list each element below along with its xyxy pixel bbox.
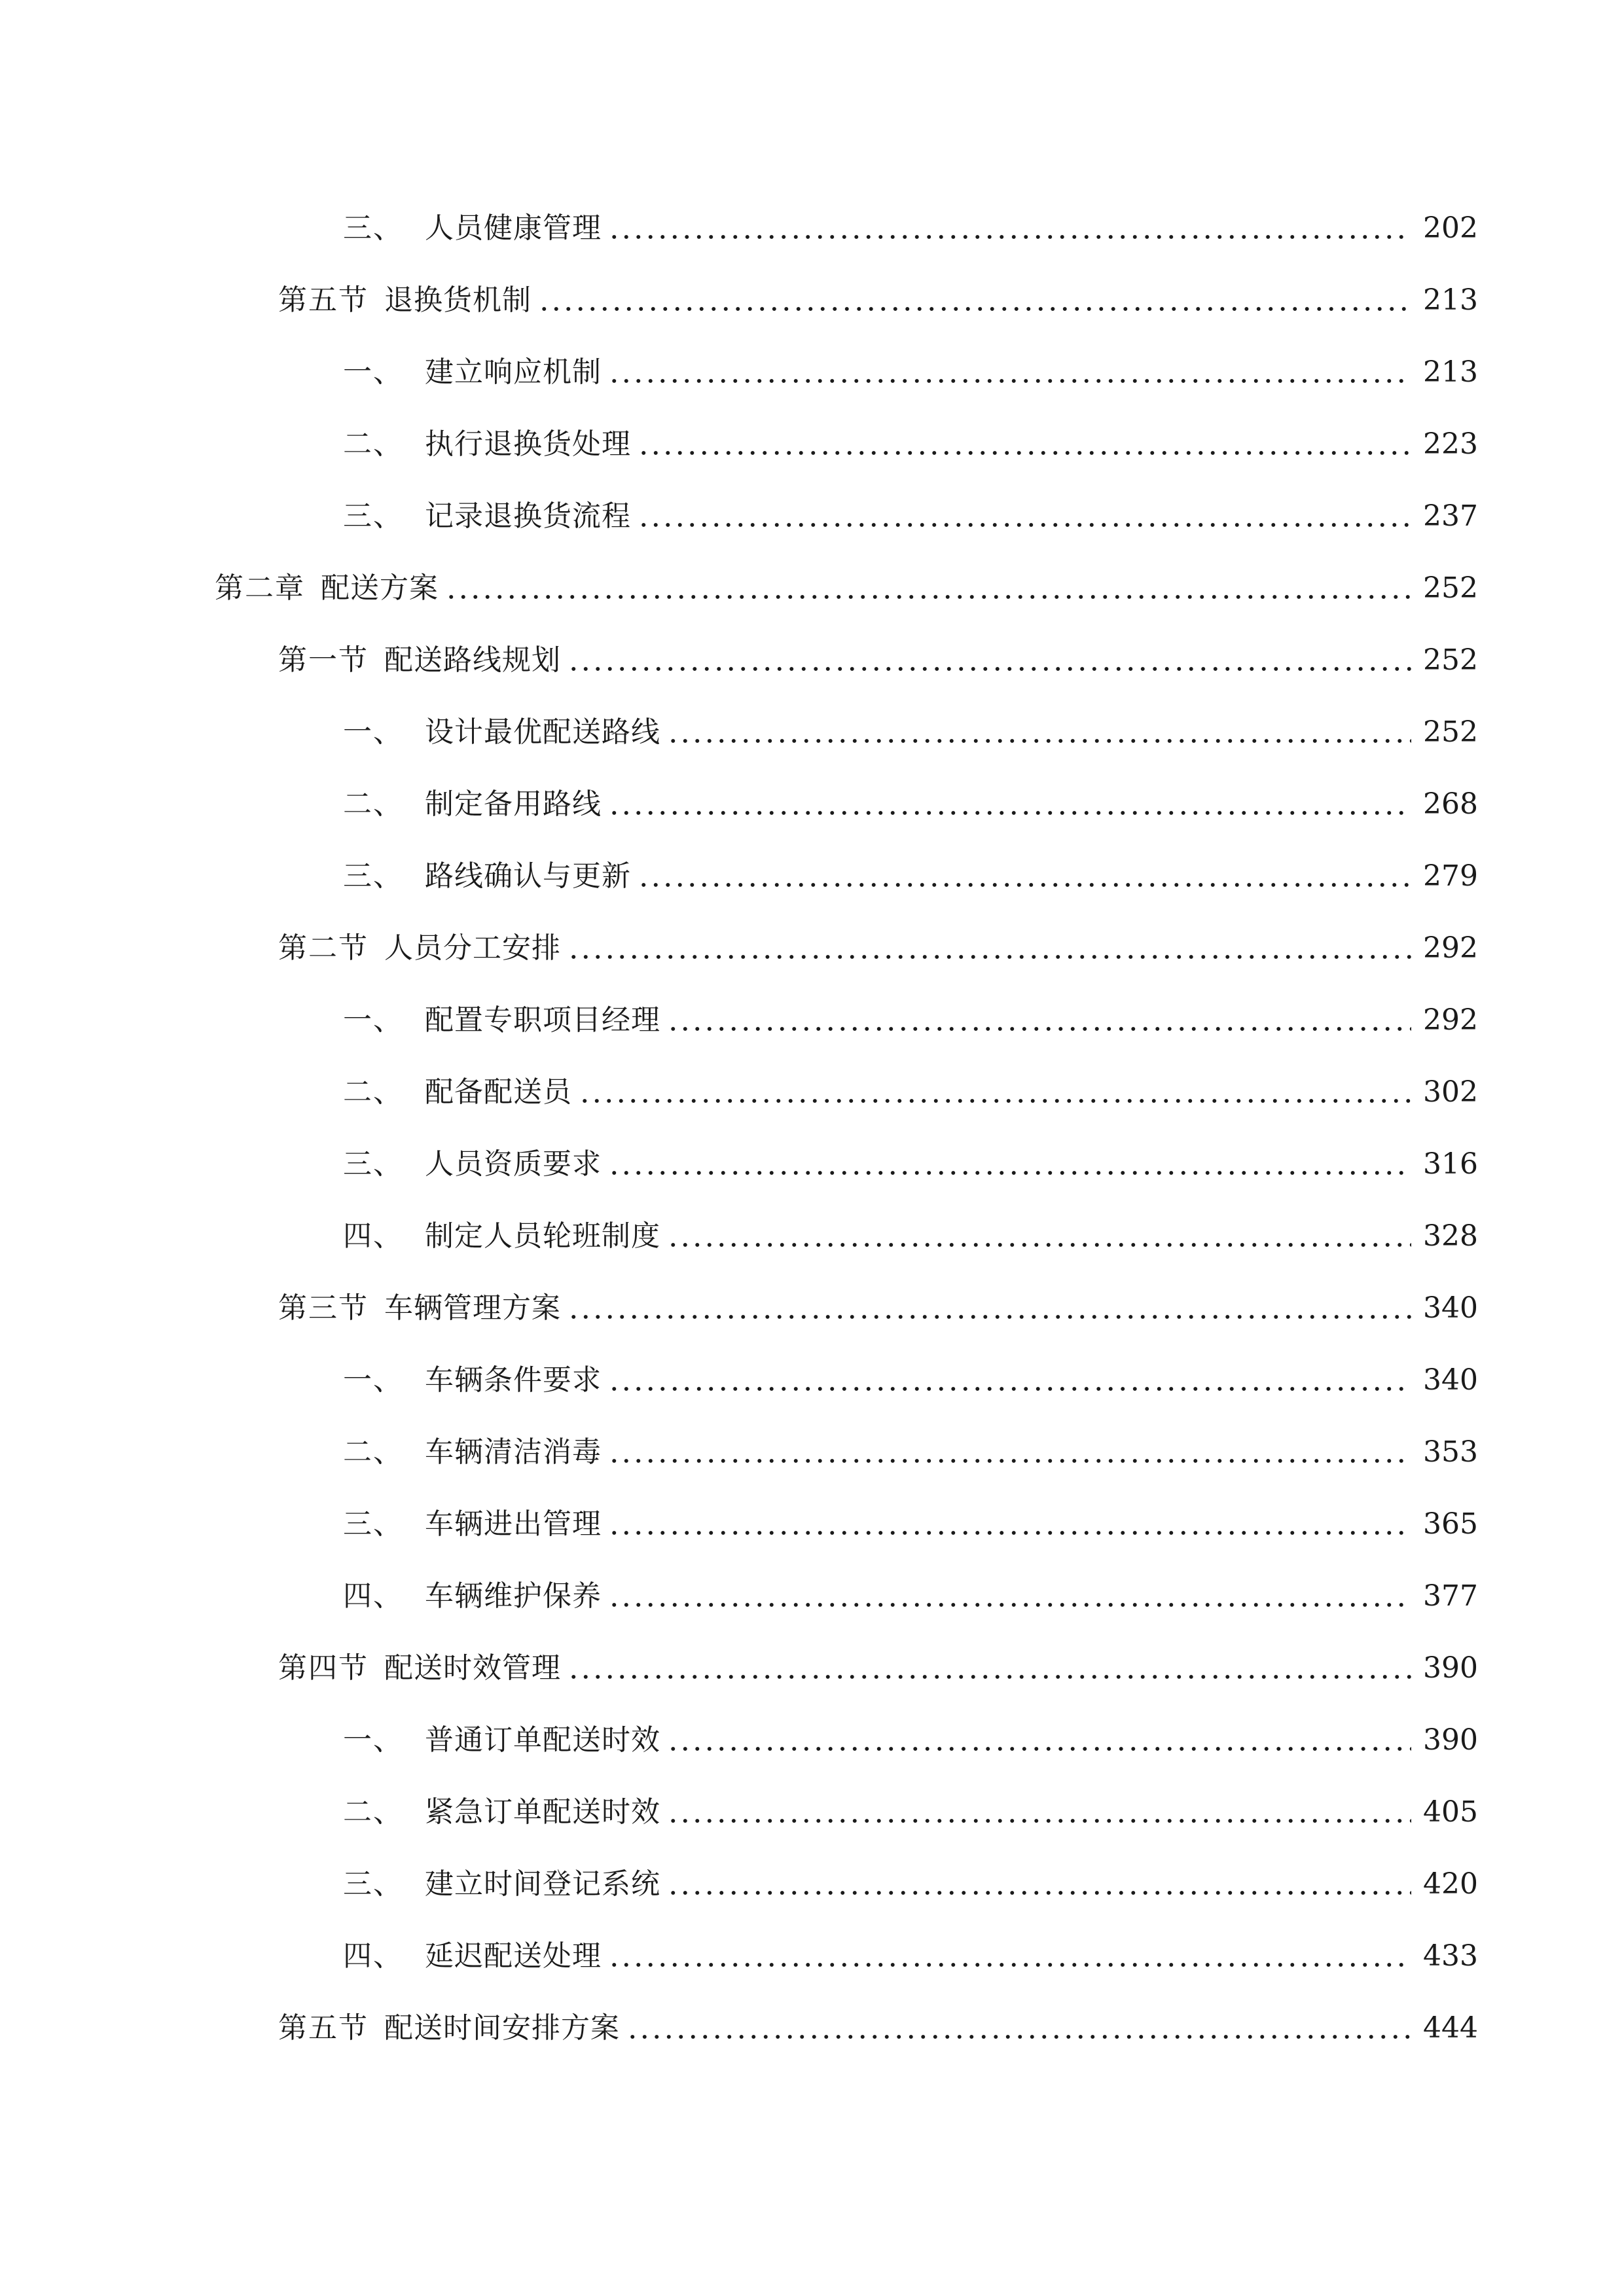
- toc-entry-number: 二、: [343, 1075, 403, 1109]
- toc-page-number: 252: [1423, 571, 1478, 605]
- toc-entry-label: 退换货机制: [384, 283, 532, 317]
- toc-entry-number: 第一节: [278, 643, 369, 677]
- toc-page-number: 292: [1423, 1003, 1478, 1037]
- toc-entry-number: 第五节: [278, 283, 369, 317]
- toc-page-number: 444: [1423, 2011, 1478, 2045]
- toc-entry-label: 配送时效管理: [384, 1651, 561, 1685]
- toc-entry-number: 二、: [343, 787, 403, 821]
- toc-entry-title: [343, 211, 602, 245]
- toc-entry-title: [343, 1507, 602, 1541]
- toc-page-number: 340: [1423, 1363, 1478, 1397]
- toc-subsection-entry[interactable]: [0, 1344, 1624, 1416]
- toc-section-entry[interactable]: [0, 624, 1624, 696]
- dot-leader: [608, 358, 1411, 387]
- toc-entry-label: 配备配送员: [425, 1075, 572, 1109]
- dot-leader: [568, 934, 1411, 963]
- toc-entry-number: 四、: [343, 1579, 403, 1613]
- toc-entry-label: 制定人员轮班制度: [425, 1219, 660, 1253]
- toc-entry-label: 建立响应机制: [425, 355, 602, 389]
- toc-entry-title: [343, 1363, 602, 1397]
- toc-page-number: 328: [1423, 1219, 1478, 1253]
- toc-subsection-entry[interactable]: [0, 1056, 1624, 1128]
- toc-entry-title: [343, 1003, 660, 1037]
- toc-entry-label: 延迟配送处理: [425, 1939, 602, 1973]
- dot-leader: [608, 1942, 1411, 1971]
- toc-entry-label: 车辆进出管理: [425, 1507, 602, 1541]
- toc-entry-number: 四、: [343, 1939, 403, 1973]
- toc-entry-label: 紧急订单配送时效: [425, 1795, 660, 1829]
- toc-page-number: 302: [1423, 1075, 1478, 1109]
- toc-page-number: 268: [1423, 787, 1478, 821]
- toc-entry-title: [343, 1939, 602, 1973]
- toc-entry-label: 车辆条件要求: [425, 1363, 602, 1397]
- toc-entry-title: [343, 1579, 602, 1613]
- toc-entry-title: [343, 715, 660, 749]
- toc-section-entry[interactable]: [0, 1272, 1624, 1344]
- toc-entry-number: 三、: [343, 1867, 403, 1901]
- toc-entry-number: 第四节: [278, 1651, 369, 1685]
- toc-entry-title: [215, 571, 439, 605]
- toc-entry-label: 路线确认与更新: [425, 859, 631, 893]
- toc-subsection-entry[interactable]: [0, 408, 1624, 480]
- toc-chapter-entry[interactable]: [0, 552, 1624, 624]
- toc-page-number: 213: [1423, 355, 1478, 389]
- toc-entry-number: 三、: [343, 211, 403, 245]
- toc-entry-title: [343, 1219, 660, 1253]
- toc-subsection-entry[interactable]: [0, 480, 1624, 552]
- toc-entry-title: [343, 1867, 660, 1901]
- dot-leader: [568, 1294, 1411, 1323]
- toc-page-number: 292: [1423, 931, 1478, 965]
- toc-page-number: 237: [1423, 499, 1478, 533]
- toc-page-number: 223: [1423, 427, 1478, 461]
- toc-entry-title: [278, 1651, 561, 1685]
- toc-entry-label: 设计最优配送路线: [425, 715, 660, 749]
- toc-page-number: 365: [1423, 1507, 1478, 1541]
- dot-leader: [445, 574, 1411, 603]
- toc-page-number: 353: [1423, 1435, 1478, 1469]
- dot-leader: [608, 214, 1411, 243]
- toc-entry-title: [343, 859, 631, 893]
- toc-entry-title: [343, 1723, 660, 1757]
- toc-entry-number: 第三节: [278, 1291, 369, 1325]
- toc-subsection-entry[interactable]: [0, 1416, 1624, 1488]
- toc-entry-number: 三、: [343, 1147, 403, 1181]
- dot-leader: [608, 1366, 1411, 1395]
- dot-leader: [579, 1078, 1411, 1107]
- toc-section-entry[interactable]: [0, 1992, 1624, 2064]
- toc-page-number: 279: [1423, 859, 1478, 893]
- toc-subsection-entry[interactable]: [0, 1488, 1624, 1560]
- toc-entry-title: [278, 1291, 561, 1325]
- dot-leader: [608, 1438, 1411, 1467]
- toc-entry-number: 四、: [343, 1219, 403, 1253]
- toc-subsection-entry[interactable]: [0, 696, 1624, 768]
- dot-leader: [667, 1006, 1411, 1035]
- toc-subsection-entry[interactable]: [0, 1128, 1624, 1200]
- toc-page-number: 202: [1423, 211, 1478, 245]
- toc-entry-label: 人员分工安排: [384, 931, 561, 965]
- toc-entry-number: 一、: [343, 355, 403, 389]
- toc-entry-label: 车辆清洁消毒: [425, 1435, 602, 1469]
- toc-page-number: 405: [1423, 1795, 1478, 1829]
- toc-section-entry[interactable]: [0, 912, 1624, 984]
- dot-leader: [568, 1654, 1411, 1683]
- table-of-contents: [0, 192, 1624, 2064]
- toc-page-number: 340: [1423, 1291, 1478, 1325]
- toc-entry-title: [343, 427, 631, 461]
- toc-entry-number: 二、: [343, 1795, 403, 1829]
- toc-subsection-entry[interactable]: [0, 840, 1624, 912]
- toc-entry-number: 三、: [343, 859, 403, 893]
- toc-entry-title: [343, 1147, 602, 1181]
- dot-leader: [608, 1582, 1411, 1611]
- toc-page-number: 252: [1423, 715, 1478, 749]
- toc-entry-label: 车辆维护保养: [425, 1579, 602, 1613]
- toc-entry-title: [278, 2011, 620, 2045]
- dot-leader: [667, 1222, 1411, 1251]
- toc-subsection-entry[interactable]: [0, 336, 1624, 408]
- toc-subsection-entry[interactable]: [0, 1920, 1624, 1992]
- dot-leader: [538, 286, 1411, 315]
- toc-subsection-entry[interactable]: [0, 984, 1624, 1056]
- toc-entry-title: [343, 1795, 660, 1829]
- toc-entry-number: 二、: [343, 1435, 403, 1469]
- toc-entry-title: [343, 1435, 602, 1469]
- toc-entry-number: 三、: [343, 499, 403, 533]
- toc-entry-number: 第二章: [215, 571, 305, 605]
- toc-page-number: 390: [1423, 1651, 1478, 1685]
- toc-page-number: 316: [1423, 1147, 1478, 1181]
- toc-entry-title: [343, 355, 602, 389]
- dot-leader: [638, 502, 1411, 531]
- toc-page-number: 377: [1423, 1579, 1478, 1613]
- dot-leader: [667, 1798, 1411, 1827]
- toc-entry-label: 人员资质要求: [425, 1147, 602, 1181]
- toc-entry-label: 记录退换货流程: [425, 499, 631, 533]
- toc-subsection-entry[interactable]: [0, 1560, 1624, 1632]
- toc-entry-label: 车辆管理方案: [384, 1291, 561, 1325]
- toc-page-number: 433: [1423, 1939, 1478, 1973]
- toc-entry-label: 普通订单配送时效: [425, 1723, 660, 1757]
- toc-entry-label: 制定备用路线: [425, 787, 602, 821]
- toc-subsection-entry[interactable]: [0, 1848, 1624, 1920]
- toc-entry-number: 第二节: [278, 931, 369, 965]
- toc-subsection-entry[interactable]: [0, 768, 1624, 840]
- toc-entry-number: 三、: [343, 1507, 403, 1541]
- dot-leader: [608, 1150, 1411, 1179]
- toc-entry-label: 执行退换货处理: [425, 427, 631, 461]
- dot-leader: [608, 790, 1411, 819]
- toc-entry-label: 配置专职项目经理: [425, 1003, 660, 1037]
- toc-entry-label: 配送路线规划: [384, 643, 561, 677]
- dot-leader: [638, 862, 1411, 891]
- toc-section-entry[interactable]: [0, 1632, 1624, 1704]
- toc-section-entry[interactable]: [0, 264, 1624, 336]
- dot-leader: [608, 1510, 1411, 1539]
- toc-entry-title: [278, 643, 561, 677]
- toc-entry-title: [343, 499, 631, 533]
- toc-page-number: 390: [1423, 1723, 1478, 1757]
- toc-entry-number: 一、: [343, 1723, 403, 1757]
- toc-entry-label: 配送时间安排方案: [384, 2011, 620, 2045]
- toc-entry-number: 第五节: [278, 2011, 369, 2045]
- toc-subsection-entry[interactable]: [0, 1200, 1624, 1272]
- toc-page-number: 420: [1423, 1867, 1478, 1901]
- dot-leader: [667, 1870, 1411, 1899]
- dot-leader: [638, 430, 1411, 459]
- dot-leader: [667, 718, 1411, 747]
- toc-entry-number: 二、: [343, 427, 403, 461]
- toc-entry-title: [343, 1075, 572, 1109]
- dot-leader: [667, 1726, 1411, 1755]
- toc-entry-title: [278, 283, 532, 317]
- toc-entry-label: 人员健康管理: [425, 211, 602, 245]
- toc-entry-number: 一、: [343, 715, 403, 749]
- dot-leader: [568, 646, 1411, 675]
- toc-entry-number: 一、: [343, 1363, 403, 1397]
- toc-page-number: 252: [1423, 643, 1478, 677]
- toc-entry-number: 一、: [343, 1003, 403, 1037]
- toc-entry-title: [343, 787, 602, 821]
- toc-subsection-entry[interactable]: [0, 1776, 1624, 1848]
- toc-entry-title: [278, 931, 561, 965]
- dot-leader: [626, 2014, 1411, 2043]
- toc-subsection-entry[interactable]: [0, 192, 1624, 264]
- toc-entry-label: 建立时间登记系统: [425, 1867, 660, 1901]
- toc-page-number: 213: [1423, 283, 1478, 317]
- toc-entry-label: 配送方案: [321, 571, 439, 605]
- toc-subsection-entry[interactable]: [0, 1704, 1624, 1776]
